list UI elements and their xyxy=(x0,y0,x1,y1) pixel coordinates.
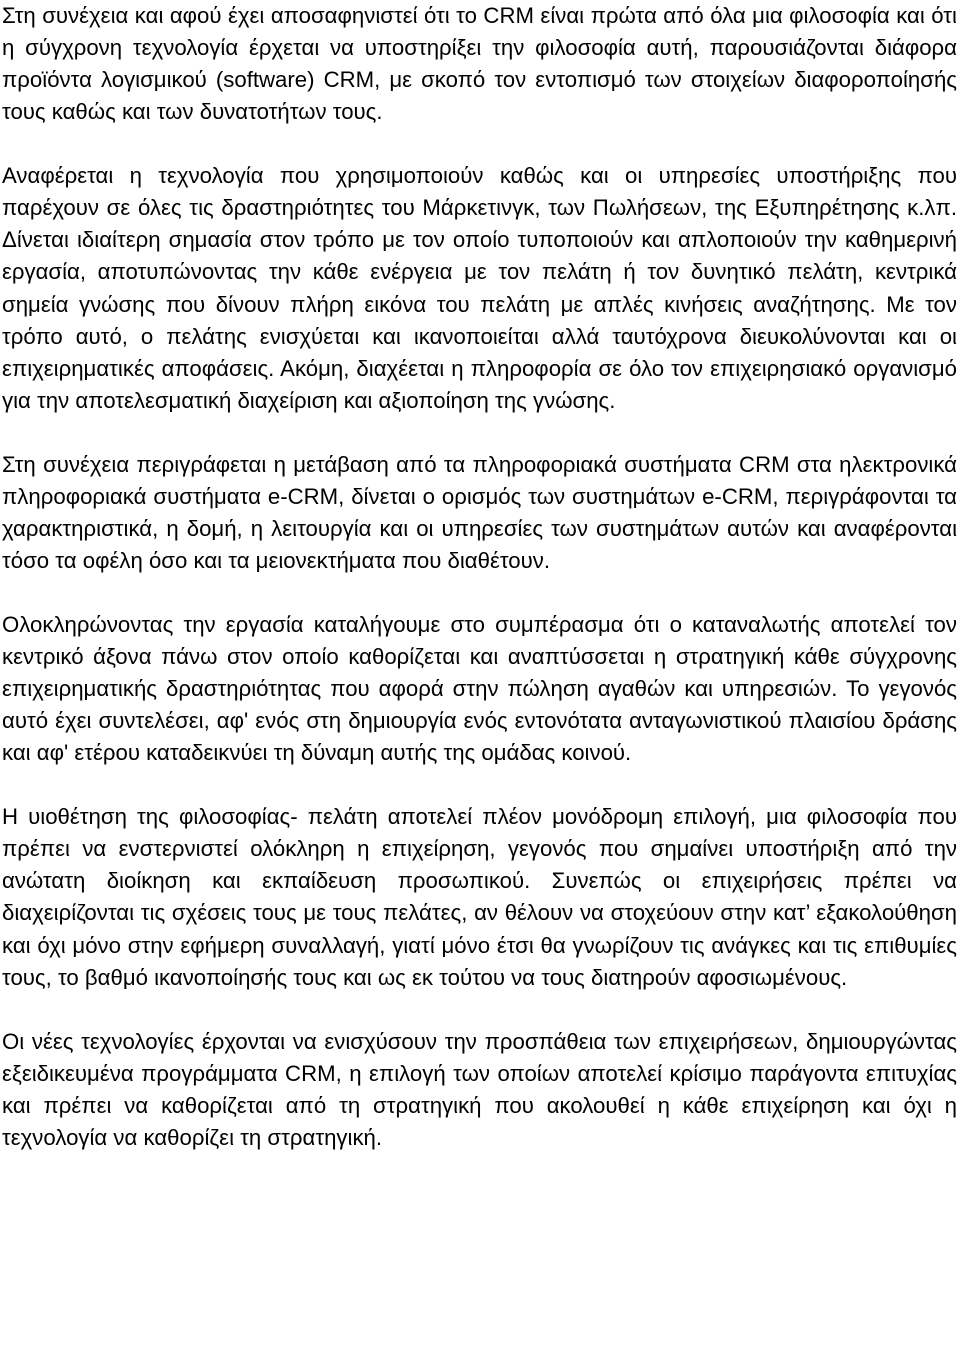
paragraph-customer-philosophy: Η υιοθέτηση της φιλοσοφίας- πελάτη αποτελεί πλέον μονόδρομη επιλογή, μια φιλοσοφία που πρέπει να ενστερνιστεί ολόκληρη η επιχείρηση, γεγονός που σημαίνει υποστήριξη από την ανώτατη διοίκηση και εκπαίδευση προσωπικού. Συνεπώς οι επιχειρήσεις πρέπει να διαχειρίζονται τις σχέσεις τους με τους πελάτες, αν θέλουν να στοχεύουν στην κατ’ εξακολούθηση και όχι μόνο στην εφήμερη συναλλαγή, γιατί μόνο έτσι θα γνωρίζουν τις ανάγκες και τις επιθυμίες τους, το βαθμό ικανοποίησής τους και ως εκ τούτου να τους διατηρούν αφοσιωμένους. xyxy=(2,804,957,990)
paragraph-new-technologies: Οι νέες τεχνολογίες έρχονται να ενισχύσουν την προσπάθεια των επιχειρήσεων, δημιουργώντας εξειδικευμένα προγράμματα CRM, η επιλογή των οποίων αποτελεί κρίσιμο παράγοντα επιτυχίας και πρέπει να καθορίζεται από τη στρατηγική που ακολουθεί η κάθε επιχείρηση και όχι η τεχνολογία να καθορίζει τη στρατηγική. xyxy=(2,1028,957,1150)
paragraph-technology-support: Αναφέρεται η τεχνολογία που χρησιμοποιούν καθώς και οι υπηρεσίες υποστήριξης που παρέχουν σε όλες τις δραστηριότητες του Μάρκετινγκ, των Πωλήσεων, της Εξυπηρέτησης κ.λπ. Δίνεται ιδιαίτερη σημασία στον τρόπο με τον οποίο τυποποιούν και απλοποιούν την καθημερινή εργασία, αποτυπώνοντας την κάθε ενέργεια με τον πελάτη ή τον δυνητικό πελάτη, κεντρικά σημεία γνώσης που δίνουν πλήρη εικόνα του πελάτη με απλές κινήσεις αναζήτησης. Με τον τρόπο αυτό, ο πελάτης ενισχύεται και ικανοποιείται αλλά ταυτόχρονα διευκολύνονται και οι επιχειρηματικές αποφάσεις. Ακόμη, διαχέεται η πληροφορία σε όλο τον επιχειρησιακό οργανισμό για την αποτελεσματική διαχείριση και αξιοποίηση της γνώσης. xyxy=(2,163,957,413)
paragraph-conclusion: Ολοκληρώνοντας την εργασία καταλήγουμε στο συμπέρασμα ότι ο καταναλωτής αποτελεί τον κεντρικό άξονα πάνω στον οποίο καθορίζεται και αναπτύσσεται η στρατηγική κάθε σύγχρονης επιχειρηματικής δραστηριότητας που αφορά στην πώληση αγαθών και υπηρεσιών. Το γεγονός αυτό έχει συντελέσει, αφ' ενός στη δημιουργία ενός εντονότατα ανταγωνιστικού πλαισίου δράσης και αφ' ετέρου καταδεικνύει τη δύναμη αυτής της ομάδας κοινού. xyxy=(2,611,957,766)
paragraph-crm-philosophy: Στη συνέχεια και αφού έχει αποσαφηνιστεί ότι το CRM είναι πρώτα από όλα μια φιλοσοφία και ότι η σύγχρονη τεχνολογία έρχεται να υποστηρίξει την φιλοσοφία αυτή, παρουσιάζονται διάφορα προϊόντα λογισμικού (software) CRM, με σκοπό τον εντοπισμό των στοιχείων διαφοροποίησής τους καθώς και των δυνατοτήτων τους. xyxy=(2,3,957,125)
paragraph-ecrm-transition: Στη συνέχεια περιγράφεται η μετάβαση από τα πληροφοριακά συστήματα CRM στα ηλεκτρονικά πληροφοριακά συστήματα e-CRM, δίνεται ο ορισμός των συστημάτων e-CRM, περιγράφονται τα χαρακτηριστικά, η δομή, η λειτουργία και οι υπηρεσίες των συστημάτων αυτών και αναφέρονται τόσο τα οφέλη όσο και τα μειονεκτήματα που διαθέτουν. xyxy=(2,451,957,573)
document-page xyxy=(2,0,957,1154)
